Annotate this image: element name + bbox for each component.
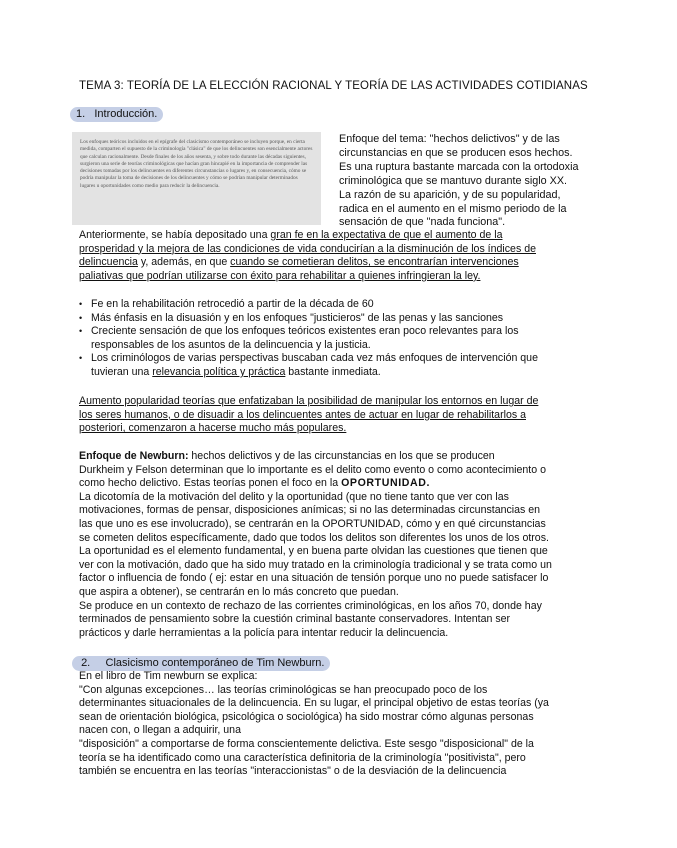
text-run: y, además, en que	[137, 256, 231, 269]
text-line: nacen con, o llegan a adquirir, una	[79, 724, 241, 737]
side-line-6: radica en el aumento en el mismo periodo de la	[339, 202, 567, 215]
text-run: bastante inmediata.	[285, 365, 381, 378]
side-line-7: sensación de que "nada funciona".	[339, 216, 506, 229]
underlined-text: relevancia política y práctica	[152, 365, 286, 378]
text-run: responsables de los asuntos de la delincuencia y la justicia.	[91, 338, 371, 351]
underlined-text: posteriori, comenzaron a hacerse mucho más populares.	[79, 422, 347, 435]
text-line: motivaciones, formas de pensar, disposiciones anímicas; si no las determinadas circunstancias en	[79, 504, 541, 517]
text-run: Anteriormente, se había depositado una	[79, 229, 271, 241]
underlined-text: los seres humanos, o de disuadir a los delincuentes antes de actuar en lugar de rehabilitarlos a	[79, 408, 526, 421]
text-line: se cometen delitos específicamente, dado que todos los delitos son diferentes los unos de los otros.	[79, 531, 549, 544]
popularity-paragraph	[79, 395, 538, 436]
underlined-text: Aumento popularidad teorías que enfatizaban la posibilidad de manipular los entornos en lugar de	[79, 395, 539, 407]
text-line: terminados de pensamiento sobre la cuestión criminal bastante conservadores. Intentan ser	[79, 613, 511, 626]
intro-paragraph	[79, 229, 536, 283]
scanned-excerpt-image	[72, 132, 321, 225]
text-line: Se produce en un contexto de rechazo de las corrientes criminológicas, en los años 70, donde hay	[79, 599, 542, 612]
text-line: ver con la motivación, dado que ha sido muy tratado en la criminología tradicional y se trata como un	[79, 558, 552, 571]
text-line: Durkheim y Felson determinan que lo importante es el delito como evento o como acontecimiento o	[79, 463, 546, 476]
underlined-text: prosperidad y la mejora de las condiciones de vida conducirían a la disminución de los índices de	[79, 242, 536, 255]
text-line: "disposición" a comportarse de forma conscientemente delictiva. Este sesgo "disposicional" de la	[79, 737, 534, 750]
text-line: que aspira a obtener), se centrarán en lo más concreto que puedan.	[79, 585, 399, 598]
text-line: En el libro de Tim newburn se explica:	[79, 670, 258, 682]
underlined-text: paliativas que podrían utilizarse con éxito para rehabilitar a quienes infringieran la ley.	[79, 269, 481, 282]
text-line: La dicotomía de la motivación del delito y la oportunidad (que no tiene tanto que ver con las	[79, 490, 509, 503]
text-run: como hecho delictivo. Estas teorías ponen el foco en la	[79, 477, 342, 490]
side-line-3: Es una ruptura bastante marcada con la ortodoxia	[339, 160, 579, 173]
text-line: las que uno es ese involucrado), se centrarán en la OPORTUNIDAD, cómo y en qué circunstancias	[79, 517, 546, 530]
section-1-title: Introducción.	[94, 108, 158, 120]
underlined-text: cuando se cometieran delitos, se encontrarían intervenciones	[230, 256, 519, 269]
side-line-1: Enfoque del tema: "hechos delictivos" y de las	[339, 133, 560, 145]
section-2-title: Clasicismo contemporáneo de Tim Newburn.	[105, 657, 325, 669]
text-line: también se encuentra en las teorías "interaccionistas" o de la desviación de la delincuencia	[79, 765, 507, 778]
list-item: • Más énfasis en la disuasión y en los enfoques "justicieros" de las penas y las sanciones	[79, 312, 538, 326]
text-line: prácticos y darle herramientas a la policía para intentar reducir la delincuencia.	[79, 626, 449, 639]
side-line-4: criminológica que se mantuvo durante siglo XX.	[339, 174, 568, 187]
scanned-excerpt-text: Los enfoques teóricos incluidos en el epígrafe del clasicismo contemporáneo se incluyen porque, en cierta medida, comparten el supuesto de la criminología "clásica" de que los delincuentes son esencialmente actores que calculan racionalmente. Desde finales de los años sesenta, y sobre todo durante las décadas siguientes, surgieron una serie de teorías criminológicas que hacían gran hincapié en la importancia de comprender las decisiones tomadas por los delincuentes en diferentes circunstancias o lugares y, en consecuencia, cómo se podría manipular la toma de decisiones de los delincuentes y cómo se podrían manipular determinados lugares u oportunidades como medio para reducir la delincuencia.	[80, 139, 313, 189]
text-run: Creciente sensación de que los enfoques teóricos existentes eran poco relevantes para los	[91, 325, 519, 338]
text-line: teoría se ha identificado como una característica definitoria de la criminología "positivista", pero	[79, 751, 526, 764]
topic-focus-block	[339, 133, 578, 230]
text-line: sean de orientación biológica, psicológica o sociológica) ha sido mostrar cómo algunas personas	[79, 710, 534, 723]
underlined-text: delincuencia	[79, 256, 138, 269]
list-item	[79, 325, 538, 352]
side-line-2: circunstancias en que se producen esos hechos.	[339, 146, 573, 159]
underlined-text: gran fe en la expectativa de que el aumento de la	[270, 229, 503, 241]
list-item: • Fe en la rehabilitación retrocedió a partir de la década de 60	[79, 298, 538, 312]
section-1-heading	[70, 107, 163, 122]
newburn-quote-paragraph	[79, 670, 549, 779]
section-1-number: 1.	[76, 108, 86, 120]
section-2-number: 2.	[81, 657, 91, 669]
text-line: La oportunidad es el elemento fundamental, y en buena parte olvidan las cuestiones que tienen que	[79, 545, 548, 558]
text-run: tuvieran una	[91, 365, 153, 378]
text-line: "Con algunas excepciones… las teorías criminológicas se han preocupado poco de los	[79, 683, 488, 696]
list-item	[79, 352, 538, 379]
bold-term: Enfoque de Newburn:	[79, 450, 189, 462]
trend-bullet-list	[79, 298, 538, 380]
bold-term: OPORTUNIDAD.	[341, 477, 431, 490]
side-line-5: La razón de su aparición, y de su popularidad,	[339, 188, 561, 201]
text-line: determinantes situacionales de la delincuencia. En su lugar, el principal objetivo de estas teorías (ya	[79, 697, 549, 710]
document-title: TEMA 3: TEORÍA DE LA ELECCIÓN RACIONAL Y TEORÍA DE LAS ACTIVIDADES COTIDIANAS	[79, 80, 588, 92]
text-line: factor o influencia de fondo ( ej: estar en una situación de tensión porque uno no puede satisfacer lo	[79, 572, 549, 585]
section-2-heading	[72, 656, 330, 671]
text-run: hechos delictivos y de las circunstancias en los que se producen	[188, 450, 495, 462]
text-run: Los criminólogos de varias perspectivas buscaban cada vez más enfoques de intervención que	[91, 352, 538, 365]
newburn-approach-paragraph	[79, 450, 552, 640]
